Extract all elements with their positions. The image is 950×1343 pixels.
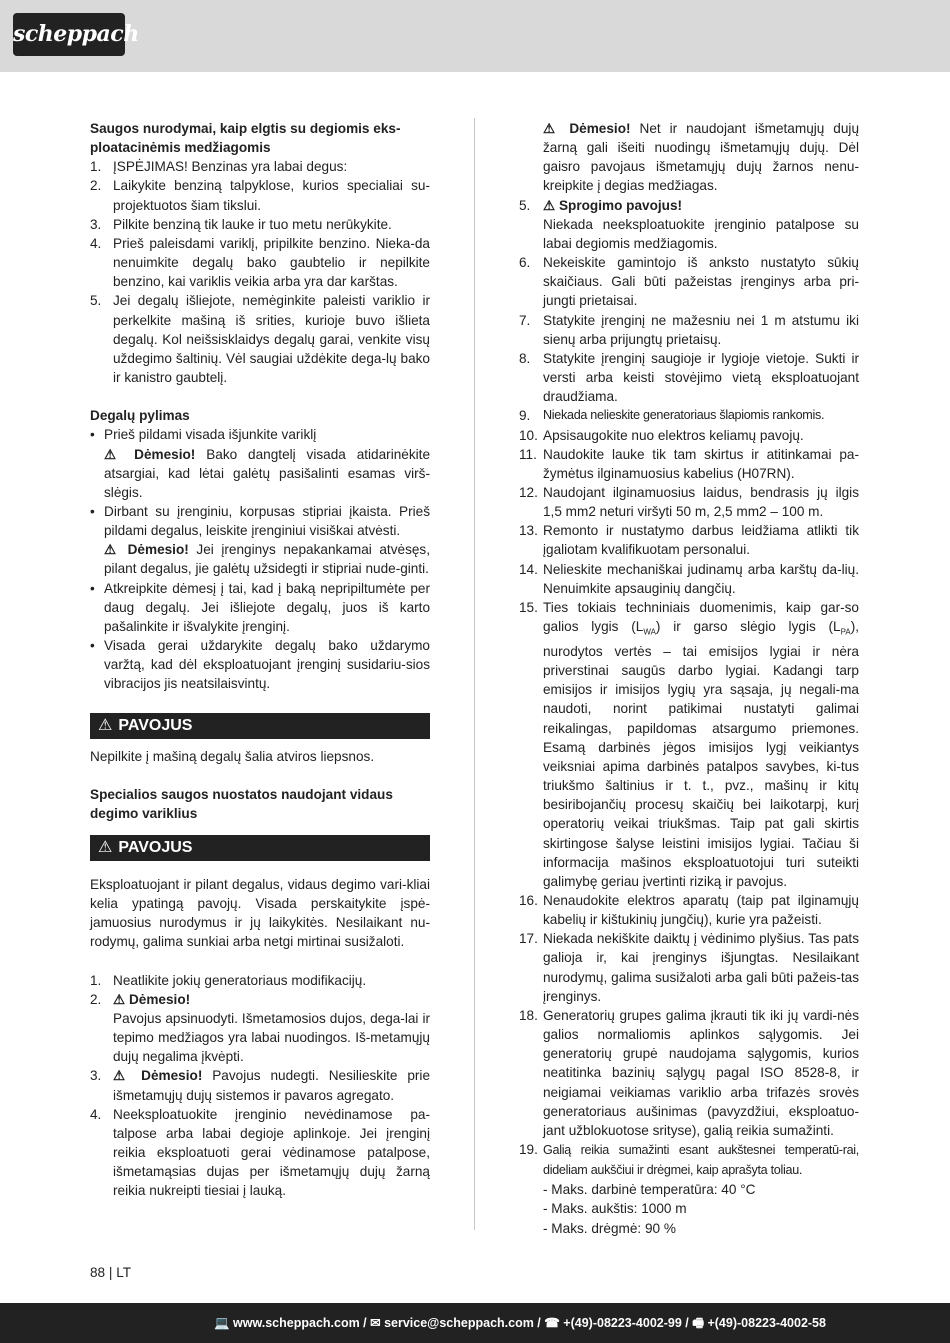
list-item: 1. ĮSPĖJIMAS! Benzinas yra labai degus:	[90, 159, 348, 175]
warning-label: ⚠ Dėmesio!	[104, 446, 196, 462]
section-title-combustion-engines: Specialios saugos nuostatos naudojant vidaus degimo variklius	[90, 786, 393, 821]
list-item: • Atkreipkite dėmesį į tai, kad į baką nepripiltumėte per daug degalų. Jei išliejote degalų, juos iš karto pašalinkite ir išvalykite įrenginį.	[90, 580, 430, 634]
list-item: • Prieš pildami visada išjunkite variklį ⚠ Dėmesio! Bako dangtelį visada atidarinėkite atsargiai, kad lėtai galėtų pasišalinti esamas virš-slėgis.	[90, 427, 431, 500]
list-item: 5. ⚠ Sprogimo pavojus! Niekada neeksploatuokite įrenginio patalpose su labai degiomis medžiagomis.	[519, 197, 859, 251]
warning-label: ⚠ Dėmesio!	[113, 1068, 203, 1084]
warning-label: ⚠ Sprogimo pavojus!	[543, 197, 683, 213]
warning-label: ⚠ Dėmesio!	[543, 121, 631, 136]
list-item: 6. Nekeiskite gamintojo iš anksto nustatyto sūkių skaičiaus. Gali būti pažeistas įrenginys arba pri-jungti prietaisai.	[519, 255, 859, 309]
list-item: 14. Nelieskite mechaniškai judinamų arba karštų da-lių. Nenuimkite apsauginių dangčių.	[519, 561, 859, 596]
list-item: 18. Generatorių grupes galima įkrauti tik iki jų vardi-nės galios normaliomis aplinkos sąlygomis. Jei generatorių grupė naudojama sąlygomis, kurios neatitinka bazinių sąlygų pagal ISO 8528-8, ir neigiamai veikiamas variklio arba trifazės srovės generatoriaus aušinimas (pavyzdžiui, eksploatuo-jant užblokuotose srityse), galią reikia sumažinti.	[519, 1007, 859, 1138]
list-item: 3. ⚠ Dėmesio! Pavojus nudegti. Nesilieskite prie išmetamųjų dujų sistemos ir pavaros agregato.	[90, 1068, 431, 1103]
list-item: 12. Naudojant ilginamuosius laidus, bendrasis jų ilgis 1,5 mm2 neturi viršyti 50 m, 2,5 mm2 – 100 m.	[519, 484, 859, 520]
list-item: 16. Nenaudokite elektros aparatų (taip pat ilginamųjų kabelių ir kištukinių jungčių), kurie yra pažeisti.	[519, 892, 859, 928]
danger-banner: ⚠ PAVOJUS	[90, 713, 430, 739]
list-item: 4. Neeksploatuokite įrenginio nevėdinamose pa-talpose arba labai degioje aplinkoje. Jei įrenginį reikia eksploatuoti gerai vėdinamose patalpose, išmetamąsias dujas per išmetamųjų dujų žarną reikia nukreipti tiesiai į lauką.	[90, 1106, 430, 1199]
list-item: 11. Naudokite lauke tik tam skirtus ir atitinkamai pa-žymėtus ilginamuosius kabelius (H07RN).	[519, 446, 859, 481]
warning-triangle-icon: ⚠	[98, 716, 113, 734]
list-item: • Visada gerai uždarykite degalų bako uždarymo varžtą, kad dėl eksploatuojant įrenginį susidariu-sios vibracijos jis neatsilaisvintų.	[90, 638, 430, 692]
column-divider	[474, 118, 475, 1230]
refuelling-list	[90, 425, 430, 693]
list-item: 3. Pilkite benziną tik lauke ir tuo metu nerūkykite.	[90, 216, 392, 232]
list-item: 1. Neatlikite jokių generatoriaus modifikacijų.	[90, 972, 367, 988]
warning-label: ⚠ Dėmesio!	[104, 542, 189, 558]
engine-safety-list	[90, 971, 430, 1201]
list-item: 13. Remonto ir nustatymo darbus leidžiama atlikti tik įgaliotam kvalifikuotam personalui.	[519, 523, 859, 558]
list-item: 15. Ties tokiais techniniais duomenimis, kaip gar-so galios lygis $(L_{WA})$ ir garso slėgio lygis $(L_{PA})$, nurodytos vertės – tai emisijos lygiai ir nėra priverstinai saugūs darbo lygiai. Kadangi tarp emisijos ir imisijos lygių yra sąsaja, jų negali-ma naudoti, norint patikimai nustatyti galimai reikalingas, papildomas atsargumo priemones. Esamą darbinės jėgos imisijos lygį veikiantys veiksniai apima darbinės patalpos savybes, ki-tus triukšmo šaltinius ir t. t., pvz., mašinų ir kitų besiribojančių procesų skaičių bei laikotarpį, kurį operatorių veikai triukšmas. Taip pat gali skirtis skirtingose šalyse leistini imisijos lygiai. Tačiau ši informacija mašinos eksploatuotojui turi suteikti galimybę geriau įvertinti riziką ir pavojus.	[519, 599, 859, 889]
list-item: ⚠ Dėmesio! Net ir naudojant išmetamųjų dujų žarną gali išeiti nuodingų išmetamųjų dujų. Dėl gaisro pavojaus išmetamųjų dujų žarnos nenu-kreipkite į degias medžiagas.	[543, 121, 860, 194]
danger-banner: ⚠ PAVOJUS	[90, 835, 430, 861]
section-title-refuelling: Degalų pylimas	[90, 408, 190, 424]
scheppach-logo: scheppach	[13, 13, 125, 56]
list-item: 10. Apsisaugokite nuo elektros keliamų pavojų.	[519, 427, 804, 443]
page-footer	[0, 1303, 950, 1343]
footer-contact: 💻 www.scheppach.com / ✉ service@scheppach.com / ☎ +(49)-08223-4002-99 / 🖷 +(49)-08223-4002-58	[214, 1316, 826, 1330]
list-item: • Dirbant su įrenginiu, korpusas stipriai įkaista. Prieš pildami degalus, leiskite įrenginiui visiškai atvėsti. ⚠ Dėmesio! Jei įrenginys nepakankamai atvėsęs, pilant degalus, jie galėtų užsidegti ir stipriai nude-ginti.	[90, 503, 430, 577]
warning-triangle-icon: ⚠	[98, 839, 113, 856]
section-title-fuel-safety: Saugos nurodymai, kaip elgtis su degiomis eks-ploatacinėmis medžiagomis	[90, 121, 401, 156]
list-item: 9. Niekada nelieskite generatoriaus šlapiomis rankomis.	[519, 408, 825, 424]
danger-text: Eksploatuojant ir pilant degalus, vidaus degimo vari-kliai kelia ypatingą pavojų. Visada perskaitykite įspė-jamuosius nurodymus ir jų laikykitės. Nesilaikant nu-rodymų, galima sunkiai arba netgi mirtinai susižaloti.	[90, 877, 430, 950]
danger-text: Nepilkite į mašiną degalų šalia atviros liepsnos.	[90, 748, 375, 764]
list-item: 2. Laikykite benziną talpyklose, kurios specialiai su-projektuotos šiam tikslui.	[90, 178, 430, 213]
page-number: 88 | LT	[90, 1265, 132, 1280]
page-header	[0, 0, 950, 72]
warning-label: ⚠ Dėmesio!	[113, 991, 191, 1007]
list-item: 8. Statykite įrenginį saugioje ir lygioje vietoje. Sukti ir versti arba keisti stovėjimo vietą eksploatuojant draudžiama.	[519, 350, 859, 405]
list-item: 17. Niekada nekiškite daiktų į vėdinimo plyšius. Tas pats galioja ir, kai įrenginys išjungtas. Nesilaikant nurodymų, galima susižaloti arba gali būti pažeis-tas įrenginys.	[519, 931, 859, 1004]
list-item: 2. ⚠ Dėmesio! Pavojus apsinuodyti. Išmetamosios dujos, dega-lai ir tepimo medžiagos yra labai nuodingos. Iš-metamųjų dujų negalima įkvėpti.	[90, 991, 430, 1065]
left-column	[90, 119, 430, 1201]
list-item: 4. Prieš paleisdami variklį, pripilkite benzino. Nieka-da nenuimkite degalų bako gaubtelio ir nepilkite benzino, kai variklis veikia arba yra dar karštas.	[90, 235, 430, 290]
list-item: 5. Jei degalų išliejote, nemėginkite paleisti variklio ir perkelkite mašiną iš srities, kurioje buvo išlieta degalų. Kol neišsisklaidys degalų garai, venkite visų uždegimo šaltinių. Vėl saugiai uždėkite dega-lų bako ir kanistro gaubtelį.	[90, 293, 430, 386]
list-item: 7. Statykite įrenginį ne mažesniu nei 1 m atstumu iki sienų arba prijungtų prietaisų.	[519, 312, 859, 347]
list-item: 19. Galią reikia sumažinti esant aukštesnei temperatū-rai, dideliam aukščiui ir drėgmei, kaip aprašyta toliau. - Maks. darbinė temperatūra: 40 °C - Maks. aukštis: 1000 m - Maks. drėgmė: 90 %	[519, 1142, 859, 1236]
engine-safety-list-continued	[519, 119, 859, 1238]
right-column	[519, 119, 859, 1238]
fuel-safety-list	[90, 157, 430, 387]
